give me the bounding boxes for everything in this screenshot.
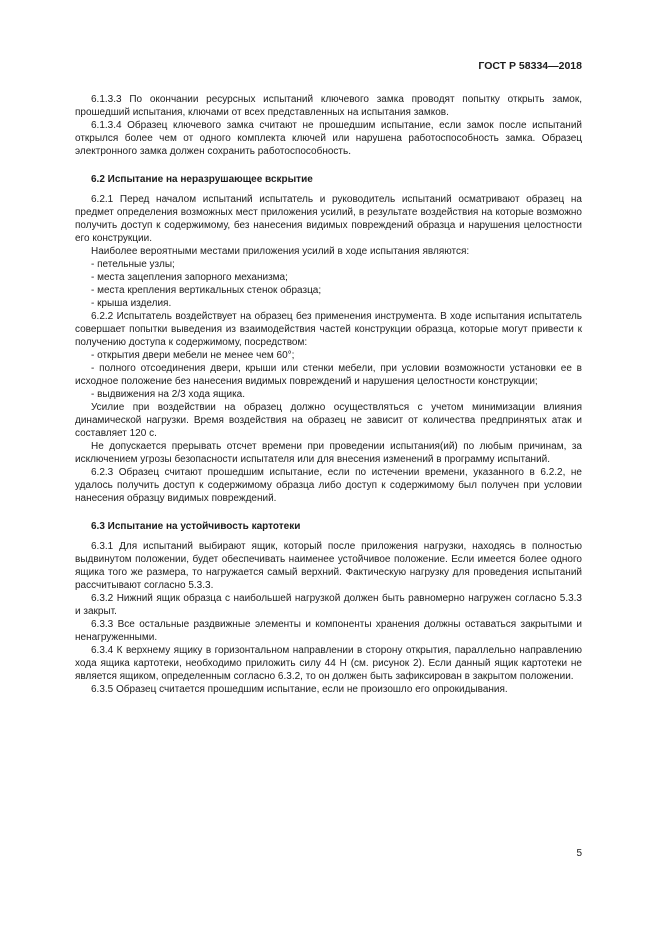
list-item-means: - выдвижения на 2/3 хода ящика.: [91, 389, 246, 400]
list-item-place: - места зацепления запорного механизма;: [91, 272, 288, 283]
clause-6-3-5: 6.3.5 Образец считается прошедшим испытание, если не произошло его опрокидывания.: [91, 684, 508, 695]
page-content: [75, 93, 582, 696]
interrupt-paragraph: Не допускается прерывать отсчет времени при проведении испытания(ий) по любым причинам, за исключением угрозы безопасности испытателя или для внесения изменений в программу испытаний.: [75, 441, 582, 465]
effort-paragraph: Усилие при воздействии на образец должно осуществляться с учетом минимизации влияния динамической нагрузки. Время воздействия на образец не зависит от количества предпринятых атак и составляет 120 с.: [75, 402, 582, 439]
clause-6-3-1: 6.3.1 Для испытаний выбирают ящик, который после приложения нагрузки, находясь в полностью выдвинутом положении, будет обеспечивать наименее устойчивое положение. Если имеется более одного ящика того же размера, то нагружается самый верхний. Фактическую нагрузку для проведения испытаний рассчитывают согласно 5.3.3.: [75, 541, 582, 591]
page-number: 5: [576, 848, 582, 859]
section-heading-6-3: 6.3 Испытание на устойчивость картотеки: [91, 521, 301, 532]
document-code-header: ГОСТ Р 58334—2018: [478, 60, 582, 72]
places-intro: Наиболее вероятными местами приложения усилий в ходе испытания являются:: [91, 246, 470, 257]
section-heading-6-2: 6.2 Испытание на неразрушающее вскрытие: [91, 174, 313, 185]
list-item-place: - крыша изделия.: [91, 298, 172, 309]
clause-6-2-1: 6.2.1 Перед началом испытаний испытатель и руководитель испытаний осматривают образец на предмет определения возможных мест приложения усилий, в результате воздействия на которые возможно получить доступ к содержимому, без нанесения видимых повреждений образца и нарушения целостности его конструкции.: [75, 194, 582, 244]
clause-6-2-2: 6.2.2 Испытатель воздействует на образец без применения инструмента. В ходе испытания испытатель совершает попытки выведения из взаимодействия частей конструкции образца, которые могут привести к получению доступа к содержимому, посредством:: [75, 311, 582, 348]
clause-6-1-3-3: 6.1.3.3 По окончании ресурсных испытаний ключевого замка проводят попытку открыть замок, прошедший испытания, ключами от всех представленных на испытания замков.: [75, 94, 582, 118]
clause-6-2-3: 6.2.3 Образец считают прошедшим испытание, если по истечении времени, указанного в 6.2.2, не удалось получить доступ к содержимому образца либо доступ к содержимому был получен при условии нанесения образцу видимых повреждений.: [75, 467, 582, 504]
list-item-place: - места крепления вертикальных стенок образца;: [91, 285, 322, 296]
clause-6-3-4: 6.3.4 К верхнему ящику в горизонтальном направлении в сторону открытия, параллельно направлению хода ящика картотеки, необходимо приложить силу 44 Н (см. рисунок 2). Если данный ящик картотеки не является ящиком, определенным согласно 6.3.2, то он должен быть зафиксирован в закрытом положении.: [75, 645, 582, 682]
clause-6-3-2: 6.3.2 Нижний ящик образца с наибольшей нагрузкой должен быть равномерно нагружен согласно 5.3.3 и закрыт.: [75, 593, 582, 617]
clause-6-1-3-4: 6.1.3.4 Образец ключевого замка считают не прошедшим испытание, если замок после испытаний открылся более чем от одного комплекта ключей или нарушена работоспособность замка. Образец электронного замка должен сохранить работоспособность.: [75, 120, 582, 157]
list-item-place: - петельные узлы;: [91, 259, 175, 270]
list-item-means: - открытия двери мебели не менее чем 60°;: [91, 350, 295, 361]
clause-6-3-3: 6.3.3 Все остальные раздвижные элементы и компоненты хранения должны оставаться закрытыми и ненагруженными.: [75, 619, 582, 643]
list-item-means: - полного отсоединения двери, крыши или стенки мебели, при условии возможности установки ее в исходное положение без нанесения видимых повреждений и нарушения целостности конструкции;: [75, 363, 582, 387]
